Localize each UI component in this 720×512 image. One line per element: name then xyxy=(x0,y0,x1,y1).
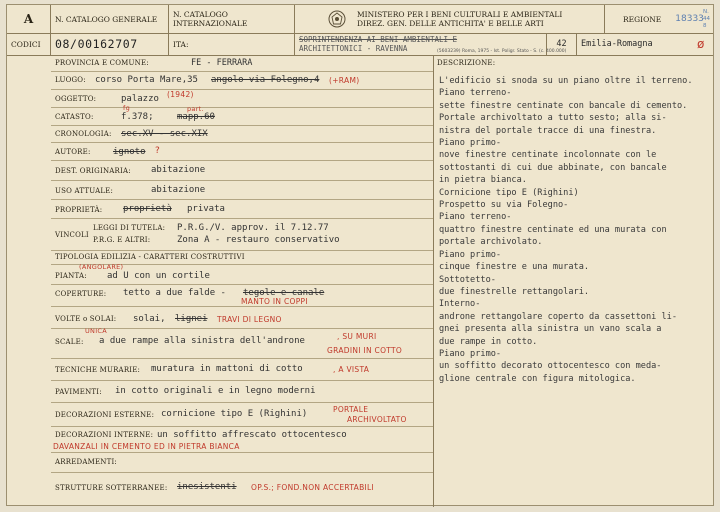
description-line: gnei presenta alla sinistra un vano scala a xyxy=(439,324,662,335)
autore-note: ? xyxy=(155,146,161,156)
description-line: L'edificio si snoda su un piano oltre il terreno. xyxy=(439,76,693,86)
oggetto-label: OGGETTO: xyxy=(55,95,97,103)
scale-label: SCALE: xyxy=(55,338,84,346)
scale-note-2: , SU MURI xyxy=(337,332,377,341)
description-line: sette finestre centinate con bancale di cemento. xyxy=(439,100,688,111)
catasto-row xyxy=(51,104,433,126)
autore-value: ignoto xyxy=(113,147,146,157)
description-line: in pietra bianca. xyxy=(439,175,527,186)
coperture-note: MANTO IN COPPI xyxy=(241,297,308,306)
corner-code: N. 448 xyxy=(703,9,710,29)
regione-header xyxy=(605,5,713,33)
decorazioni-esterne-value: cornicione tipo E (Righini) xyxy=(161,409,308,419)
luogo-row xyxy=(51,71,433,90)
description-line: androne rettangolare coperto da cassettoni li- xyxy=(439,311,677,322)
coperture-label: COPERTURE: xyxy=(55,290,107,298)
ministry-line-1: MINISTERO PER I BENI CULTURALI E AMBIENTALI xyxy=(357,10,563,19)
pianta-value: ad U con un cortile xyxy=(107,271,210,281)
scale-value: a due rampe alla sinistra dell'androne xyxy=(99,336,305,346)
uso-value: abitazione xyxy=(151,185,206,195)
prg-label: P.R.G. E ALTRI: xyxy=(93,236,151,244)
description-line: sottostanti di cui due abbinate, con bancale xyxy=(439,162,667,173)
volte-row xyxy=(51,306,433,329)
scale-note-3: GRADINI IN COTTO xyxy=(327,346,403,355)
pavimenti-label: PAVIMENTI: xyxy=(55,388,102,396)
catasto-struck: mapp.60 xyxy=(177,112,215,122)
tecniche-label: TECNICHE MURARIE: xyxy=(55,366,141,374)
decorazioni-esterne-note-2: ARCHIVOLTATO xyxy=(347,415,407,424)
uso-row xyxy=(51,180,433,200)
decorazioni-esterne-row xyxy=(51,402,433,427)
description-line: nove finestre centinate incolonnate con le xyxy=(439,150,657,161)
strutture-label: STRUTTURE SOTTERRANEE: xyxy=(55,484,168,492)
coperture-struck: tegole e canale xyxy=(243,288,325,298)
catasto-note: part. xyxy=(187,105,204,113)
card-letter: A xyxy=(7,5,51,33)
tipologia-label: TIPOLOGIA EDILIZIA - CARATTERI COSTRUTTIVI xyxy=(55,253,245,261)
description-line: Sottotetto- xyxy=(439,274,496,285)
description-line: Interno- xyxy=(439,299,481,310)
header-row xyxy=(7,5,713,34)
description-line: Cornicione tipo E (Righini) xyxy=(439,187,579,198)
pianta-row xyxy=(51,264,433,285)
description-line: nistra del portale tracce di una finestra. xyxy=(439,125,657,136)
coperture-row xyxy=(51,284,433,307)
description-line: Portale archivoltato a tutto sesto; alla si- xyxy=(439,113,667,124)
ita-label: ITA: xyxy=(169,33,295,55)
catasto-value: f.378; xyxy=(121,112,154,122)
vincoli-label: VINCOLI xyxy=(55,231,89,239)
luogo-label: LUOGO: xyxy=(55,76,86,84)
volte-note: TRAVI DI LEGNO xyxy=(217,315,282,324)
description-line: quattro finestre centinate ed una murata con xyxy=(439,224,667,235)
decorazioni-interne-row xyxy=(51,426,433,453)
emblem-icon xyxy=(327,9,347,29)
oggetto-note: (1942) xyxy=(167,90,194,99)
uso-label: USO ATTUALE: xyxy=(55,187,114,195)
decorazioni-interne-note: DAVANZALI IN CEMENTO ED IN PIETRA BIANCA xyxy=(53,442,240,451)
luogo-value: corso Porta Mare,35 xyxy=(95,75,198,85)
autore-label: AUTORE: xyxy=(55,148,91,156)
provincia-row xyxy=(51,55,433,72)
dest-value: abitazione xyxy=(151,165,206,175)
strutture-struck: inesistenti xyxy=(177,482,237,492)
fields-column xyxy=(51,55,434,507)
description-line: Piano primo- xyxy=(439,138,502,149)
catalogo-internazionale-label: N. CATALOGO INTERNAZIONALE xyxy=(169,5,295,33)
description-label: DESCRIZIONE: xyxy=(437,59,496,67)
decorazioni-esterne-note-1: PORTALE xyxy=(333,405,369,414)
proprieta-value: privata xyxy=(187,204,225,214)
decorazioni-esterne-label: DECORAZIONI ESTERNE: xyxy=(55,411,155,419)
coperture-value: tetto a due falde - xyxy=(123,288,226,298)
arredamenti-row xyxy=(51,452,433,473)
description-line: Piano terreno- xyxy=(439,88,512,99)
codici-label: CODICI xyxy=(7,33,51,55)
dest-label: DEST. ORIGINARIA: xyxy=(55,167,131,175)
red-mark: ø xyxy=(697,37,705,51)
luogo-note: (+RAM) xyxy=(329,76,360,85)
scale-row xyxy=(51,328,433,359)
pianta-label: PIANTA: xyxy=(55,272,87,280)
arredamenti-label: ARREDAMENTI: xyxy=(55,458,117,466)
pavimenti-value: in cotto originali e in legno moderni xyxy=(115,386,316,396)
catasto-label: CATASTO: xyxy=(55,113,94,121)
cronologia-label: CRONOLOGIA: xyxy=(55,130,112,138)
description-line: Prospetto su via Folegno- xyxy=(439,200,569,211)
tecniche-note: , A VISTA xyxy=(333,365,370,374)
soprintendenza-line-1: SOPRINTENDENZA AI BENI AMBIENTALI E xyxy=(299,35,458,44)
volte-value: solai, xyxy=(133,314,166,324)
strutture-note: OP.S.; FOND.NON ACCERTABILI xyxy=(251,483,375,492)
volte-label: VOLTE o SOLAI: xyxy=(55,315,117,323)
number-value: 42 xyxy=(547,33,577,55)
catalogo-generale-label: N. CATALOGO GENERALE xyxy=(51,5,169,33)
description-line: due finestrelle rettangolari. xyxy=(439,286,590,297)
scale-note-1: UNICA xyxy=(85,327,108,335)
dest-row xyxy=(51,160,433,181)
oggetto-row xyxy=(51,89,433,108)
provincia-label: PROVINCIA E COMUNE: xyxy=(55,59,149,67)
codice-value: 08/00162707 xyxy=(51,33,169,55)
pianta-note: (ANGOLARE) xyxy=(79,263,124,271)
soprintendenza-line-2: ARCHITETTONICI - RAVENNA xyxy=(299,44,408,53)
description-line: cinque finestre e una murata. xyxy=(439,262,590,273)
cronologia-value: sec.XV - sec.XIX xyxy=(121,129,208,139)
description-text xyxy=(439,75,711,385)
tecniche-value: muratura in mattoni di cotto xyxy=(151,364,303,374)
regione-label: REGIONE xyxy=(623,14,662,24)
leggi-label: LEGGI DI TUTELA: xyxy=(93,224,166,232)
regione-code: 18333 xyxy=(675,14,704,24)
oggetto-value: palazzo xyxy=(121,94,159,104)
description-line: un soffitto decorato ottocentesco con meda- xyxy=(439,361,662,372)
strutture-row xyxy=(51,472,433,506)
provincia-value: FE - FERRARA xyxy=(191,58,253,68)
print-info: (5603239) Roma, 1975 - Ist. Poligr. Stato - S. (c. 400.000) xyxy=(437,49,567,54)
volte-struck: lignei xyxy=(175,314,208,324)
codes-row xyxy=(7,33,713,56)
description-line: Piano primo- xyxy=(439,249,502,260)
autore-row xyxy=(51,142,433,161)
description-line: due rampe in cotto. xyxy=(439,336,538,347)
prg-value: Zona A - restauro conservativo xyxy=(177,235,340,245)
proprieta-label: PROPRIETÀ: xyxy=(55,206,103,214)
proprieta-struck: proprietà xyxy=(123,204,172,214)
description-line: Piano primo- xyxy=(439,348,502,359)
decorazioni-interne-label: DECORAZIONI INTERNE: xyxy=(55,431,154,439)
description-line: glione centrale con figura mitologica. xyxy=(439,373,636,384)
vincoli-row xyxy=(51,218,433,251)
ministry-line-2: DIREZ. GEN. DELLE ANTICHITA' E BELLE ARTI xyxy=(357,19,544,28)
luogo-struck: angolo via Folegno,4 xyxy=(211,75,320,85)
tecniche-row xyxy=(51,358,433,381)
leggi-value: P.R.G./V. approv. il 7.12.77 xyxy=(177,223,329,233)
proprieta-row xyxy=(51,199,433,219)
description-line: portale archivolato. xyxy=(439,237,543,248)
regione-value: Emilia-Romagna xyxy=(581,39,653,49)
cronologia-row xyxy=(51,125,433,143)
catasto-prefix: fg xyxy=(123,104,131,112)
description-line: Piano terreno- xyxy=(439,212,512,223)
pavimenti-row xyxy=(51,380,433,403)
decorazioni-interne-value: un soffitto affrescato ottocentesco xyxy=(157,430,347,440)
catalog-card xyxy=(6,4,714,506)
